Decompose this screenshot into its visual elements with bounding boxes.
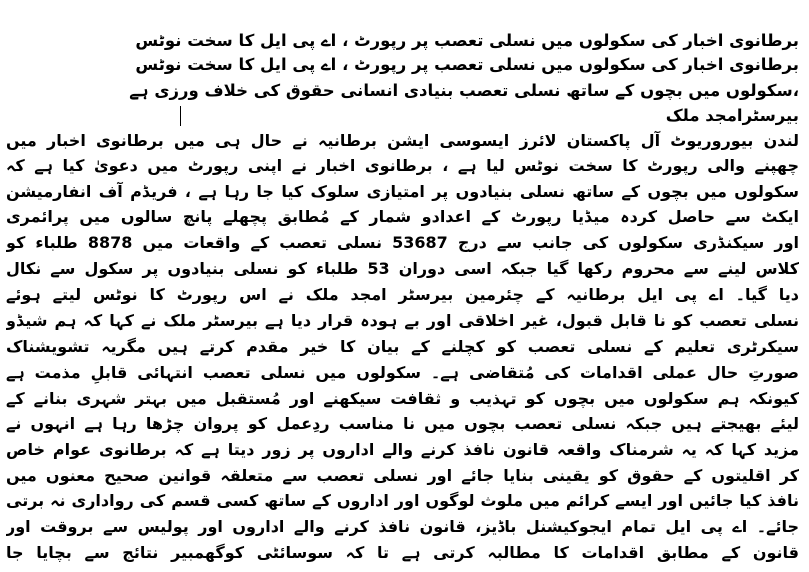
body-line-6: کلاس لینے سے محروم رکھا گیا جبکہ اسی دوران 53 طلباء کو نسلی بنیادوں پر سکول سے نکال <box>6 259 799 278</box>
headline-line-1: برطانوی اخبار کی سکولوں میں نسلی تعصب پر رپورٹ ، اے پی ایل کا سخت نوٹس <box>135 31 799 50</box>
body-line-10: صورتِ حال عملی اقدامات کی مُتقاضی ہے۔ سکولوں میں نسلی تعصب انتہائی قابلِ مذمت ہے <box>6 363 799 382</box>
body-line-4: ایکٹ سے حاصل کردہ میڈیا رپورٹ کے اعدادو شمار کے مُطابق پچھلے پانچ سالوں میں پرائمری <box>6 207 799 226</box>
text-cursor <box>180 106 181 126</box>
body-line-8: نسلی تعصب کو نا قابل قبول، غیر اخلاقی اور بے ہودہ قرار دیا ہے بیرسٹر ملک نے کہا کہ ہم شیڈو <box>6 311 799 330</box>
body-line-9: سیکرٹری تعلیم کے نسلی تعصب کو کچلنے کے بیان کا خیر مقدم کرتے ہیں مگریہ تشویشناک <box>6 337 799 356</box>
body-line-7: دیا گیا۔ اے پی ایل برطانیہ کے چئرمین بیرسٹر امجد ملک نے اس رپورٹ کا نوٹس لیتے ہوئے <box>6 285 799 304</box>
body-line-13: مزید کہا کہ یہ شرمناک واقعہ قانون نافذ کرنے والے اداروں پر زور دیتا ہے کہ برطانوی عوام خاص <box>6 440 799 459</box>
body-line-12: لیئے بھیجتے ہیں جبکہ نسلی تعصب بچوں میں نا مناسب ردِعمل کو پروان چڑھا رہا ہے انہوں نے <box>6 414 799 433</box>
body-line-15: نافذ کیا جائیں اور ایسے کرائم میں ملوث لوگوں اور اداروں کے ساتھ کسی قسم کی رواداری نہ برتی <box>6 491 799 510</box>
body-line-2: چھپنے والی رپورٹ کا سخت نوٹس لیا ہے ، برطانوی اخبار نے اپنی رپورٹ میں دعویٰ کیا ہے کہ <box>6 156 799 175</box>
headline-line-2: برطانوی اخبار کی سکولوں میں نسلی تعصب پر رپورٹ ، اے پی ایل کا سخت نوٹس <box>135 55 799 74</box>
body-line-14: کر اقلیتوں کے حقوق کو یقینی بنایا جائے اور نسلی تعصب سے متعلقہ قوانین صحیح معنوں میں <box>6 466 799 485</box>
body-line-5: اور سیکنڈری سکولوں کی جانب سے درج 53687 نسلی تعصب کے واقعات میں 8878 طلباء کو <box>6 233 799 252</box>
body-line-3: سکولوں میں بچوں کے ساتھ نسلی بنیادوں پر امتیازی سلوک کیا جا رہا ہے ، فریڈم آف انفارمیشن <box>6 182 799 201</box>
body-line-16: جائے۔ اے پی ایل تمام ایجوکیشنل باڈیز، قانون نافذ کرنے والے اداروں اور پولیس سے بروقت اور <box>6 517 799 536</box>
body-line-11: کیونکہ ہم سکولوں میں بچوں کو تہذیب و ثقافت سیکھنے اور مُستقبل میں بہتر شہری بنانے کے <box>6 389 799 408</box>
headline-line-3: ،سکولوں میں بچوں کے ساتھ نسلی تعصب بنیادی انسانی حقوق کی خلاف ورزی ہے <box>129 81 799 100</box>
byline: بیرسٹرامجد ملک <box>665 106 799 125</box>
body-line-17: قانون کے مطابق اقدامات کا مطالبہ کرتی ہے تا کہ سوسائٹی کوگھمبیر نتائج سے بچایا جا <box>6 543 799 562</box>
body-line-1: لندن بیوروریوٹ آل پاکستان لائرز ایسوسی ایشن برطانیہ نے حال ہی میں برطانوی اخبار میں <box>6 131 799 150</box>
